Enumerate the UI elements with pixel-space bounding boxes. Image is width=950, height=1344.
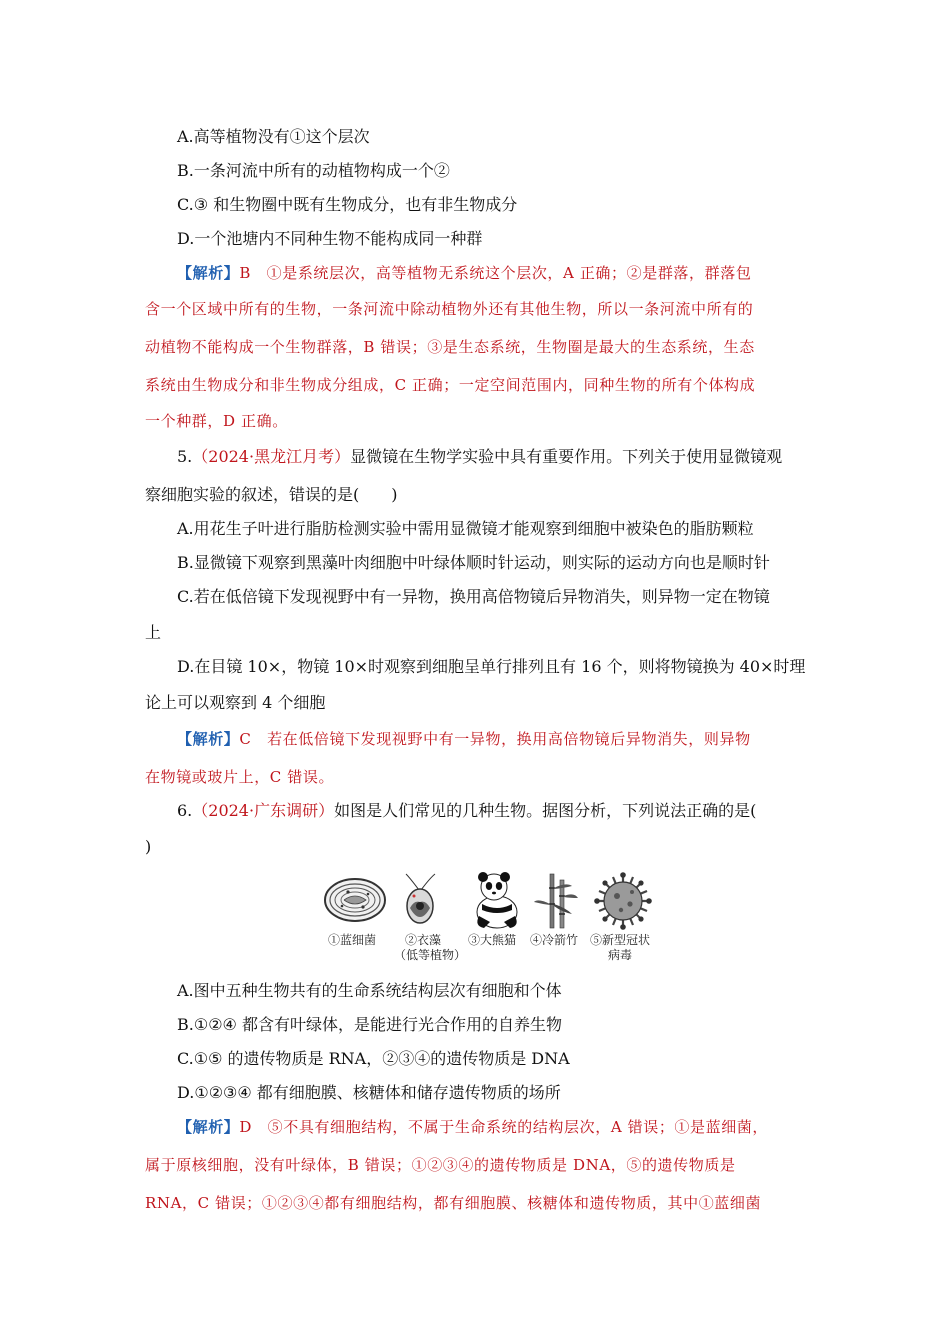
q6-stem-line-1: 6.（2024·广东调研）如图是人们常见的几种生物。据图分析，下列说法正确的是(	[177, 801, 757, 820]
bamboo-icon	[534, 874, 578, 928]
q6-option-b: B.①②④ 都含有叶绿体，是能进行光合作用的自养生物	[177, 1015, 562, 1034]
coronavirus-icon	[594, 872, 652, 930]
q4-analysis-line-4: 系统由生物成分和非生物成分组成，C 正确；一定空间范围内，同种生物的所有个体构成	[145, 376, 756, 394]
cyanobacteria-icon	[325, 879, 385, 921]
q5-stem-line-2: 察细胞实验的叙述，错误的是( )	[145, 485, 398, 504]
q5-analysis-line-1: 【解析】C 若在低倍镜下发现视野中有一异物，换用高倍物镜后异物消失，则异物	[177, 730, 751, 748]
caption-coronavirus-cont: 病毒	[608, 948, 633, 962]
caption-coronavirus: ⑤新型冠状	[590, 933, 651, 947]
q6-stem-line-2: )	[145, 837, 152, 856]
q4-analysis-line-3: 动植物不能构成一个生物群落，B 错误；③是生态系统，生物圈是最大的生态系统，生态	[145, 338, 755, 356]
q6-analysis-line-3: RNA，C 错误；①②③④都有细胞结构，都有细胞膜、核糖体和遗传物质，其中①蓝细菌	[145, 1194, 762, 1212]
q5-option-d-cont: 论上可以观察到 4 个细胞	[145, 693, 326, 712]
q4-analysis-line-5: 一个种群，D 正确。	[145, 412, 288, 430]
q5-option-c: C.若在低倍镜下发现视野中有一异物，换用高倍物镜后异物消失，则异物一定在物镜	[177, 587, 770, 606]
q6-analysis-tag: 【解析】	[177, 1118, 240, 1136]
q4-analysis-line-1: 【解析】B ①是系统层次，高等植物无系统这个层次，A 正确；②是群落，群落包	[177, 264, 752, 282]
q5-source: （2024·黑龙江月考）	[192, 447, 351, 466]
q4-analysis-line-2: 含一个区域中所有的生物，一条河流中除动植物外还有其他生物，所以一条河流中所有的	[145, 300, 754, 318]
organisms-illustration	[322, 872, 662, 930]
q6-analysis-line-1: 【解析】D ⑤不具有细胞结构，不属于生命系统的结构层次，A 错误；①是蓝细菌，	[177, 1118, 769, 1136]
caption-cyanobacteria: ①蓝细菌	[328, 933, 377, 947]
q6-source: （2024·广东调研）	[192, 801, 335, 820]
q6-analysis-line-2: 属于原核细胞，没有叶绿体，B 错误；①②③④的遗传物质是 DNA，⑤的遗传物质是	[145, 1156, 736, 1174]
caption-bamboo: ④冷箭竹	[530, 933, 579, 947]
q5-option-b: B.显微镜下观察到黑藻叶肉细胞中叶绿体顺时针运动，则实际的运动方向也是顺时针	[177, 553, 770, 572]
organisms-figure	[322, 872, 662, 964]
q5-analysis-line-2: 在物镜或玻片上，C 错误。	[145, 768, 335, 786]
caption-giant-panda: ③大熊猫	[468, 933, 517, 947]
q5-option-d: D.在目镜 10×，物镜 10×时观察到细胞呈单行排列且有 16 个，则将物镜换为 40×时理	[177, 657, 806, 676]
q6-number: 6.	[177, 801, 193, 820]
q6-option-c: C.①⑤ 的遗传物质是 RNA，②③④的遗传物质是 DNA	[177, 1049, 570, 1068]
q6-option-d: D.①②③④ 都有细胞膜、核糖体和储存遗传物质的场所	[177, 1083, 561, 1102]
q4-option-a: A.高等植物没有①这个层次	[177, 127, 370, 146]
chlamydomonas-icon	[406, 874, 435, 923]
q5-stem-line-1: 5.（2024·黑龙江月考）显微镜在生物学实验中具有重要作用。下列关于使用显微镜观	[177, 447, 783, 466]
caption-chlamydomonas-note: （低等植物）	[394, 948, 467, 962]
giant-panda-icon	[477, 872, 517, 928]
caption-chlamydomonas: ②衣藻	[405, 933, 442, 947]
q5-option-a: A.用花生子叶进行脂肪检测实验中需用显微镜才能观察到细胞中被染色的脂肪颗粒	[177, 519, 754, 538]
q4-option-d: D.一个池塘内不同种生物不能构成同一种群	[177, 229, 483, 248]
q5-number: 5.	[177, 447, 193, 466]
q4-analysis-tag: 【解析】	[177, 264, 240, 282]
q4-option-c: C.③ 和生物圈中既有生物成分，也有非生物成分	[177, 195, 518, 214]
q6-option-a: A.图中五种生物共有的生命系统结构层次有细胞和个体	[177, 981, 562, 1000]
q4-option-b: B.一条河流中所有的动植物构成一个②	[177, 161, 450, 180]
q5-analysis-tag: 【解析】	[177, 730, 240, 748]
q5-option-c-cont: 上	[145, 623, 162, 642]
